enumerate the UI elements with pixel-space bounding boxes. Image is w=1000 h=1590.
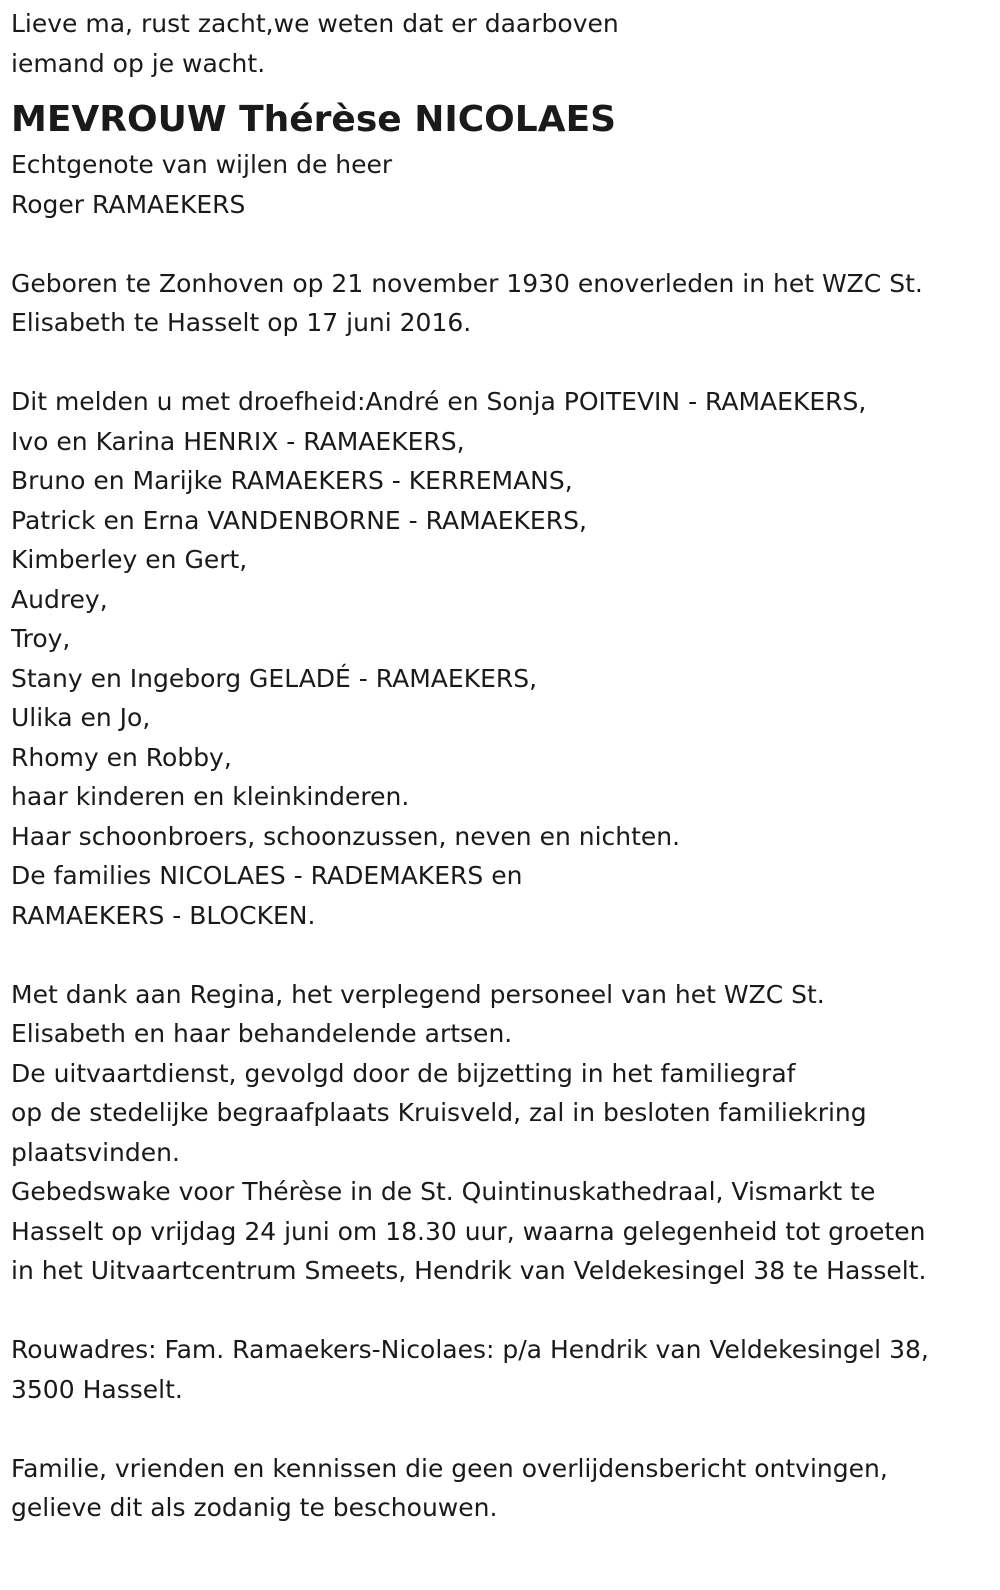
spouse-line: Roger RAMAEKERS: [11, 189, 246, 219]
closing-line: Familie, vrienden en kennissen die geen overlijdensbericht ontvingen,: [11, 1453, 888, 1483]
family-line: Dit melden u met droefheid:André en Sonja POITEVIN - RAMAEKERS,: [11, 387, 867, 416]
birth-death-line: Elisabeth te Hasselt op 17 juni 2016.: [11, 308, 472, 337]
paragraph-gap: [11, 343, 986, 383]
family-line: Rhomy en Robby,: [11, 742, 232, 772]
epitaph-line: iemand op je wacht.: [11, 48, 266, 78]
family-line: Kimberley en Gert,: [11, 545, 248, 574]
family-line: Audrey,: [11, 584, 108, 614]
ceremony-line: in het Uitvaartcentrum Smeets, Hendrik van Veldekesingel 38 te Hasselt.: [11, 1256, 927, 1285]
address-line: Rouwadres: Fam. Ramaekers-Nicolaes: p/a Hendrik van Veldekesingel 38,: [11, 1335, 929, 1364]
ceremony-line: De uitvaartdienst, gevolgd door de bijzetting in het familiegraf: [11, 1058, 796, 1088]
ceremony-line: op de stedelijke begraafplaats Kruisveld, zal in besloten familiekring: [11, 1098, 867, 1127]
ceremony-line: Met dank aan Regina, het verplegend personeel van het WZC St.: [11, 979, 825, 1009]
family-line: Patrick en Erna VANDENBORNE - RAMAEKERS,: [11, 505, 587, 535]
deceased-name-title: MEVROUW Thérèse NICOLAES: [11, 99, 617, 140]
paragraph-gap: [11, 935, 986, 975]
family-line: Stany en Ingeborg GELADÉ - RAMAEKERS,: [11, 663, 538, 693]
family-line: Troy,: [11, 624, 71, 653]
family-line: Haar schoonbroers, schoonzussen, neven en nichten.: [11, 821, 681, 851]
family-line: Ulika en Jo,: [11, 703, 151, 732]
birth-death-info: [11, 264, 986, 343]
family-announcement: [11, 382, 986, 935]
ceremony-line: Gebedswake voor Thérèse in de St. Quintinuskathedraal, Vismarkt te: [11, 1177, 876, 1206]
spouse-line: Echtgenote van wijlen de heer: [11, 150, 393, 179]
paragraph-gap: [11, 1291, 986, 1331]
birth-death-line: Geboren te Zonhoven op 21 november 1930 enoverleden in het WZC St.: [11, 268, 923, 298]
paragraph-gap: [11, 1409, 986, 1449]
address-line: 3500 Hasselt.: [11, 1374, 183, 1404]
mourning-address: [11, 1330, 986, 1409]
family-line: haar kinderen en kleinkinderen.: [11, 782, 410, 811]
family-line: De families NICOLAES - RADEMAKERS en: [11, 861, 523, 890]
ceremony-line: Elisabeth en haar behandelende artsen.: [11, 1019, 513, 1048]
family-line: RAMAEKERS - BLOCKEN.: [11, 900, 316, 930]
thanks-and-ceremony: [11, 975, 986, 1291]
closing-line: gelieve dit als zodanig te beschouwen.: [11, 1493, 498, 1522]
closing-note: [11, 1449, 986, 1528]
ceremony-line: Hasselt op vrijdag 24 juni om 18.30 uur, waarna gelegenheid tot groeten: [11, 1216, 926, 1246]
epitaph-line: Lieve ma, rust zacht,we weten dat er daarboven: [11, 9, 619, 38]
obituary-notice: [11, 4, 986, 1528]
family-line: Bruno en Marijke RAMAEKERS - KERREMANS,: [11, 466, 573, 495]
family-line: Ivo en Karina HENRIX - RAMAEKERS,: [11, 426, 465, 456]
paragraph-gap: [11, 224, 986, 264]
ceremony-line: plaatsvinden.: [11, 1137, 180, 1167]
spouse-info: [11, 145, 986, 224]
epitaph: [11, 4, 986, 83]
